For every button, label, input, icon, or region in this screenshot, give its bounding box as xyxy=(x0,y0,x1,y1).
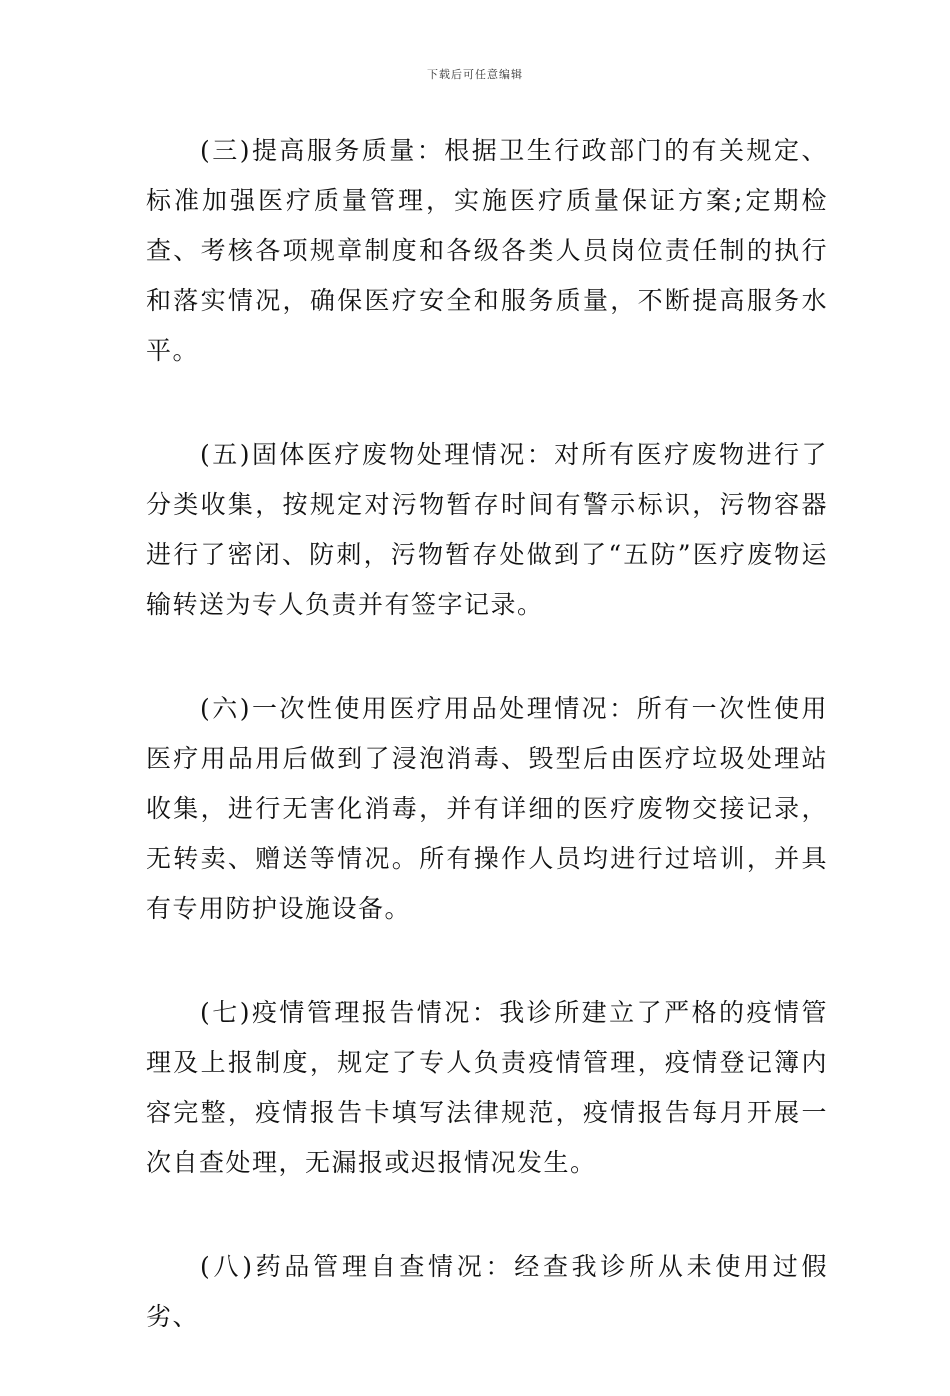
document-body xyxy=(146,126,828,1396)
paragraph-6-disposable-supplies: (六)一次性使用医疗用品处理情况：所有一次性使用医疗用品用后做到了浸泡消毒、毁型后由医疗垃圾处理站收集，进行无害化消毒，并有详细的医疗废物交接记录，无转卖、赠送等情况。所有操作人员均进行过培训，并具有专用防护设施设备。 xyxy=(146,694,828,923)
paragraph-3-service-quality: (三)提高服务质量：根据卫生行政部门的有关规定、标准加强医疗质量管理，实施医疗质量保证方案;定期检查、考核各项规章制度和各级各类人员岗位责任制的执行和落实情况，确保医疗安全和服务质量，不断提高服务水平。 xyxy=(146,136,828,365)
paragraph-5-solid-medical-waste: (五)固体医疗废物处理情况：对所有医疗废物进行了分类收集，按规定对污物暂存时间有警示标识，污物容器进行了密闭、防刺，污物暂存处做到了“五防”医疗废物运输转送为专人负责并有签字记录。 xyxy=(146,440,828,619)
paragraph-8-drug-management: (八)药品管理自查情况：经查我诊所从未使用过假劣、 xyxy=(146,1252,828,1331)
page-header: 下载后可任意编辑 xyxy=(427,68,523,81)
paragraph-7-epidemic-reporting: (七)疫情管理报告情况：我诊所建立了严格的疫情管理及上报制度，规定了专人负责疫情管理，疫情登记簿内容完整，疫情报告卡填写法律规范，疫情报告每月开展一次自查处理，无漏报或迟报情况发生。 xyxy=(146,998,828,1177)
